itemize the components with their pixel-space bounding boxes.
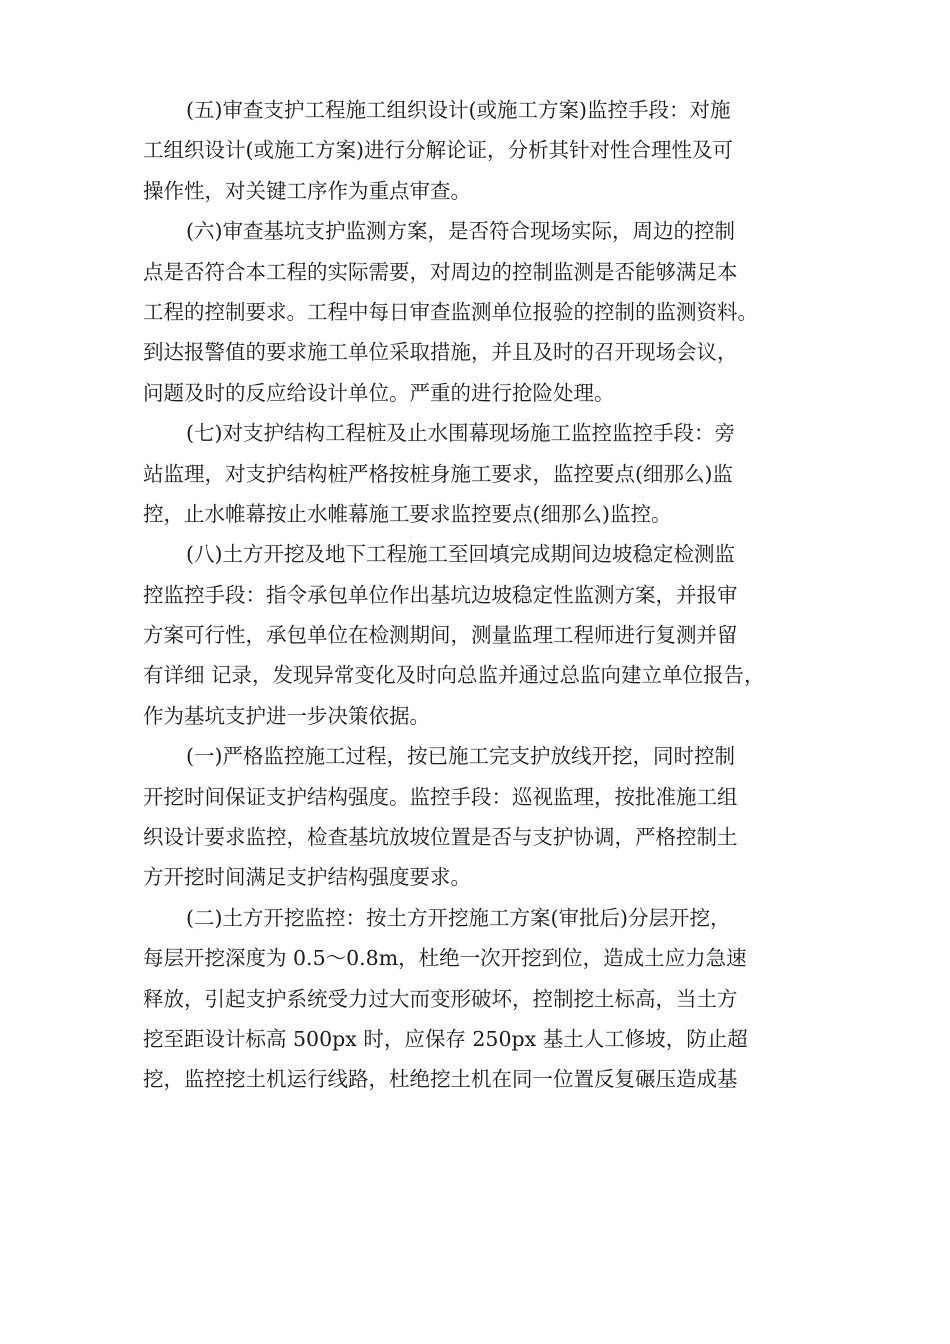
text-line: 方案可行性，承包单位在检测期间，测量监理工程师进行复测并留 xyxy=(143,623,738,648)
text-line: (六)审查基坑支护监测方案，是否符合现场实际，周边的控制 xyxy=(186,219,735,244)
text-line: 控监控手段：指令承包单位作出基坑边坡稳定性监测方案，并报审 xyxy=(143,582,738,607)
text-line: 释放，引起支护系统受力过大而变形破坏，控制挖土标高，当土方 xyxy=(143,986,738,1011)
text-line: (八)土方开挖及地下工程施工至回填完成期间边坡稳定检测监 xyxy=(186,542,735,567)
text-line: 作为基坑支护进一步决策依据。 xyxy=(143,703,430,728)
text-line: 到达报警值的要求施工单位采取措施，并且及时的召开现场会议， xyxy=(143,340,738,365)
text-line: 每层开挖深度为 0.5～0.8m，杜绝一次开挖到位，造成土应力急速 xyxy=(143,946,747,971)
text-line: 织设计要求监控，检查基坑放坡位置是否与支护协调，严格控制土 xyxy=(143,825,738,850)
text-line: (五)审查支护工程施工组织设计(或施工方案)监控手段：对施 xyxy=(186,98,731,122)
paragraph-5 xyxy=(143,90,813,211)
paragraph-2 xyxy=(143,898,813,1100)
text-line: 有详细 记录，发现异常变化及时向总监并通过总监向建立单位报告， xyxy=(143,663,765,688)
text-line: 开挖时间保证支护结构强度。监控手段：巡视监理，按批准施工组 xyxy=(143,784,738,809)
text-line: 操作性，对关键工序作为重点审查。 xyxy=(143,178,471,203)
paragraph-7 xyxy=(143,413,813,534)
paragraph-8 xyxy=(143,534,813,736)
text-line: 方开挖时间满足支护结构强度要求。 xyxy=(143,865,471,890)
paragraph-6 xyxy=(143,211,813,413)
text-line: 挖，监控挖土机运行线路，杜绝挖土机在同一位置反复碾压造成基 xyxy=(143,1067,738,1092)
text-line: 工组织设计(或施工方案)进行分解论证，分析其针对性合理性及可 xyxy=(143,138,733,163)
paragraph-1 xyxy=(143,736,813,898)
text-line: 工程的控制要求。工程中每日审查监测单位报验的控制的监测资料。 xyxy=(143,299,758,324)
text-line: (一)严格监控施工过程，按已施工完支护放线开挖，同时控制 xyxy=(186,744,735,769)
text-line: 控，止水帷幕按止水帷幕施工要求监控要点(细那么)监控。 xyxy=(143,501,672,526)
text-line: 点是否符合本工程的实际需要，对周边的控制监测是否能够满足本 xyxy=(143,259,738,284)
text-line: (二)土方开挖监控：按土方开挖施工方案(审批后)分层开挖， xyxy=(186,905,731,930)
text-line: 挖至距设计标高 500px 时，应保存 250px 基土人工修坡，防止超 xyxy=(143,1026,748,1051)
document-body xyxy=(143,90,813,1100)
text-line: 站监理，对支护结构桩严格按桩身施工要求，监控要点(细那么)监 xyxy=(143,461,733,486)
text-line: (七)对支护结构工程桩及止水围幕现场施工监控监控手段：旁 xyxy=(186,421,735,446)
text-line: 问题及时的反应给设计单位。严重的进行抢险处理。 xyxy=(143,380,615,405)
